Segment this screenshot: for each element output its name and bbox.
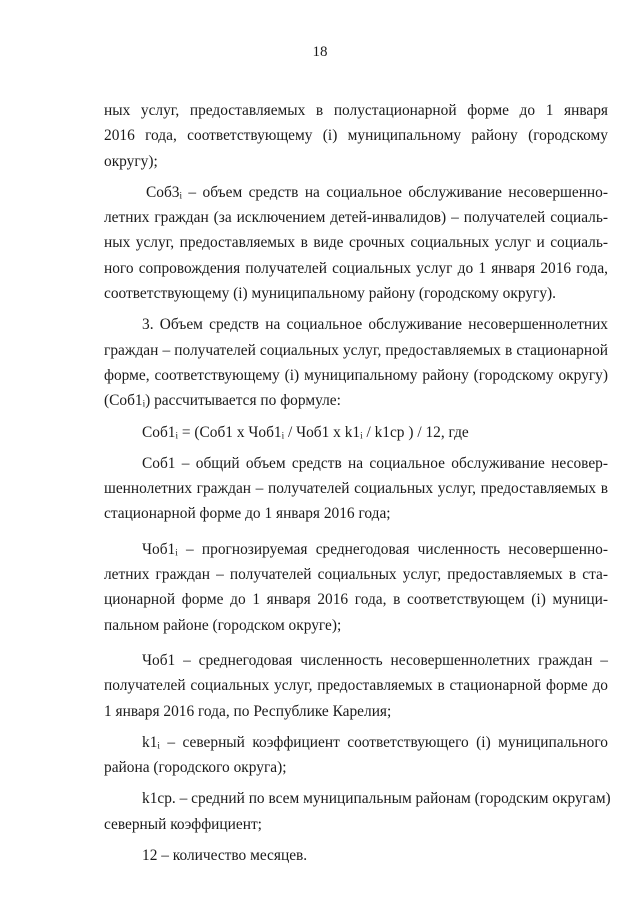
text-line: 12 – количество месяцев.	[142, 847, 308, 865]
text-line: северный коэффициент;	[104, 815, 262, 833]
text-line: соответствующему (i) муниципальному району (городскому округу).	[104, 285, 557, 303]
text-line: ных услуг, предоставляемых в виде срочных социальных услуг и социаль-	[104, 234, 608, 252]
text-line: граждан – получателей социальных услуг, предоставляемых в стационарной	[104, 341, 608, 359]
text-line: 2016 года, соответствующему (i) муниципальному району (городскому	[104, 127, 608, 145]
text-line: района (городского округа);	[104, 759, 287, 777]
text-line: стационарной форме до 1 января 2016 года;	[104, 505, 391, 523]
paragraph-months	[104, 843, 608, 868]
text-line: k1ср. – средний по всем муниципальным районам (городским округам)	[142, 790, 611, 808]
paragraph-chob1	[104, 648, 608, 724]
formula	[104, 420, 608, 445]
text-line: шеннолетних граждан – получателей социальных услуг, предоставляемых в	[104, 480, 608, 498]
document-body	[104, 98, 611, 868]
page-number: 18	[312, 44, 328, 60]
text-line: летних граждан (за исключением детей-инвалидов) – получателей социаль-	[104, 209, 608, 227]
text-line: получателей социальных услуг, предоставляемых в стационарной форме до	[104, 677, 608, 695]
text-line: ционарной форме до 1 января 2016 года, в соответствующем (i) муници-	[104, 591, 608, 609]
text-line: (Соб1ᵢ) рассчитывается по формуле:	[104, 392, 341, 410]
text-line: Чоб1ᵢ – прогнозируемая среднегодовая численность несовершенно-	[142, 540, 608, 558]
text-line: форме, соответствующему (i) муниципальному району (городскому округу)	[104, 366, 608, 384]
paragraph-continuation	[104, 98, 608, 174]
text-line: Чоб1 – среднегодовая численность несовершеннолетних граждан –	[142, 651, 608, 669]
text-line: 3. Объем средств на социальное обслуживание несовершеннолетних	[142, 316, 608, 334]
text-line: Соб1 – общий объем средств на социальное обслуживание несовер-	[142, 454, 608, 472]
text-line: k1ᵢ – северный коэффициент соответствующего (i) муниципального	[142, 733, 608, 751]
text-line: ных услуг, предоставляемых в полустационарной форме до 1 января	[104, 102, 608, 119]
text-line: ного сопровождения получателей социальных услуг до 1 января 2016 года,	[104, 259, 608, 277]
paragraph-k1sr	[104, 786, 611, 837]
text-line: 1 января 2016 года, по Республике Карелия;	[104, 702, 392, 720]
text-line: Соб3ᵢ – объем средств на социальное обслуживание несовершенно-	[146, 183, 608, 201]
text-line: округу);	[104, 152, 158, 170]
paragraph-section-3	[104, 312, 608, 413]
paragraph-sob1	[104, 451, 608, 527]
paragraph-k1i	[104, 730, 608, 781]
formula-line: Соб1ᵢ = (Соб1 x Чоб1ᵢ / Чоб1 x k1ᵢ / k1ср ) / 12, где	[142, 423, 469, 441]
text-line: летних граждан – получателей социальных услуг, предоставляемых в ста-	[104, 566, 608, 584]
paragraph-sob3	[104, 180, 608, 306]
paragraph-chob1i	[104, 537, 608, 638]
text-line: пальном районе (городском округе);	[104, 616, 342, 634]
